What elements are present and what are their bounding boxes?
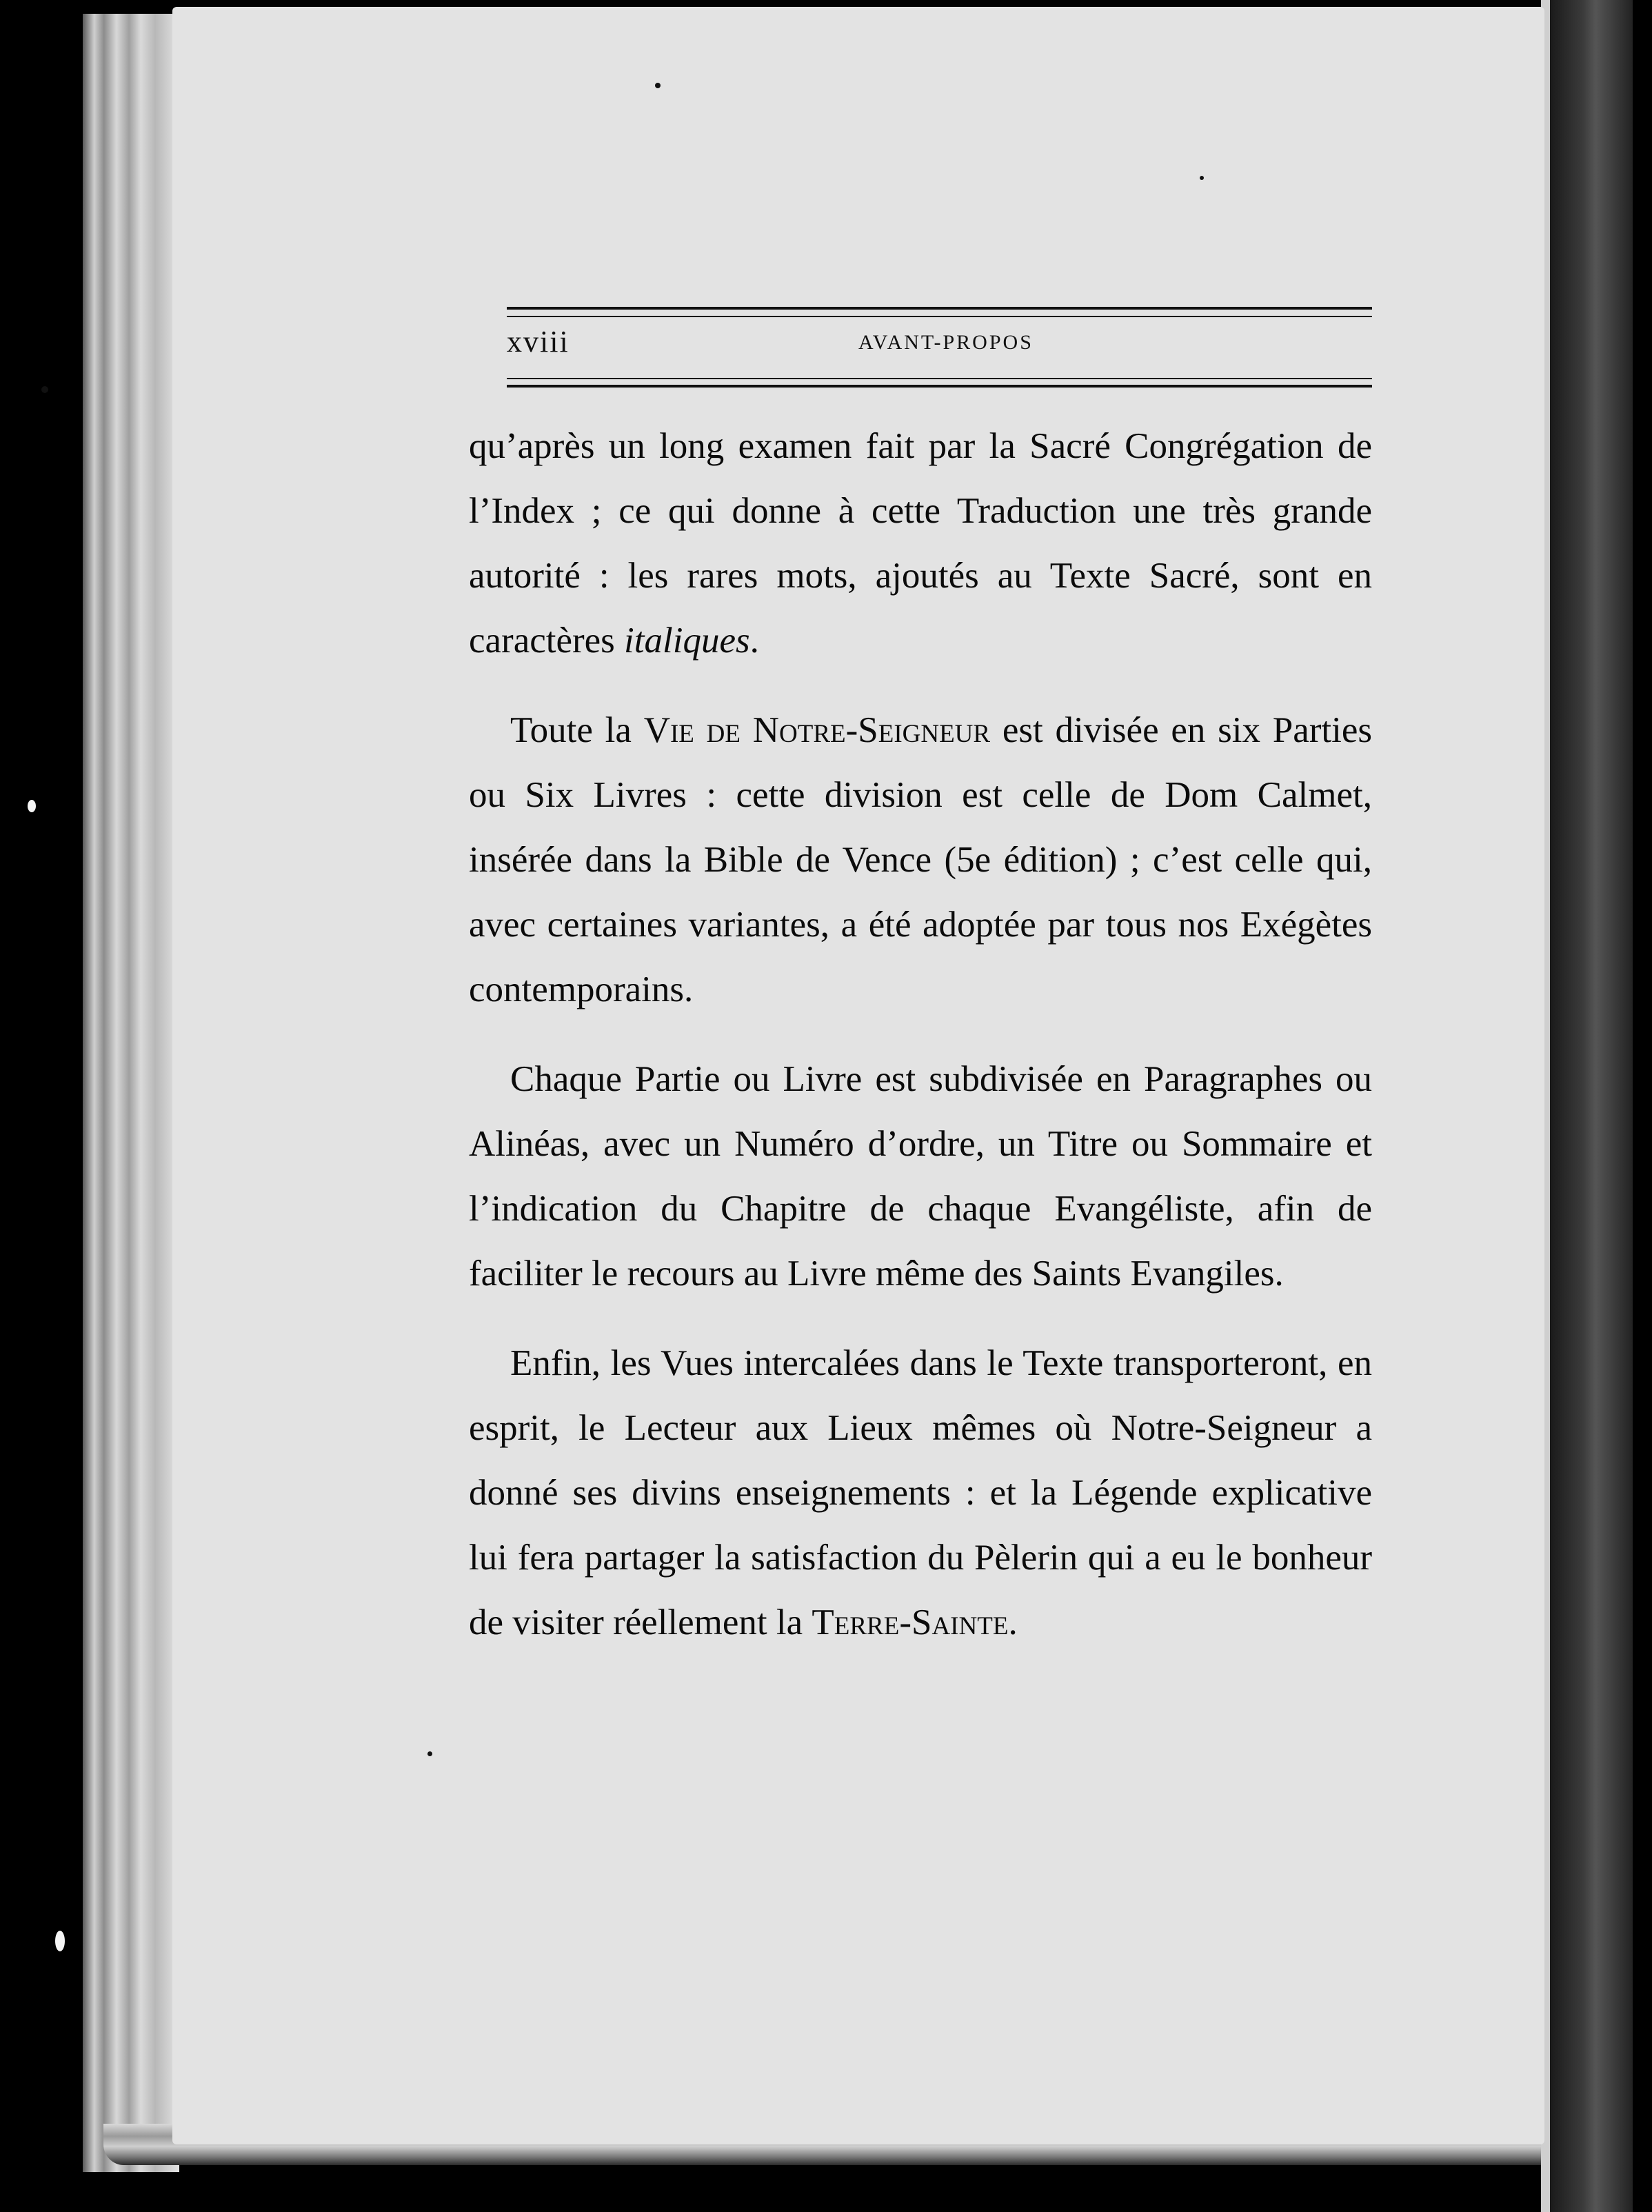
header-rule-bottom-thin	[507, 378, 1372, 379]
header-rule-bottom	[507, 385, 1372, 388]
paragraph-1-text: qu’après un long examen fait par la Sacré Congrégation de l’Index ; ce qui donne à cette Traduction une très grande autorité : les rares mots, ajoutés au Texte Sacré, sont en caractères	[469, 426, 1372, 661]
page-stack-left-edge	[83, 14, 179, 2172]
scan-speck	[427, 1751, 432, 1756]
paragraph-4-text-start: Enfin, les Vues intercalées dans le Texte transporteront, en esprit, le Lecteur aux Lieux mêmes où Notre-Seigneur a donné ses divins enseignements : et la Légende explicative lui fera partager la satisfaction du Pèlerin qui a eu le bonheur de visiter réellement la	[469, 1343, 1372, 1642]
paragraph-1-end: .	[749, 621, 759, 661]
paragraph-2-text-start: Toute la	[510, 710, 644, 750]
page-number: xviii	[507, 325, 570, 359]
scan-speck	[655, 83, 661, 88]
binding-shadow	[1550, 0, 1633, 2212]
paragraph-3	[469, 1047, 1372, 1306]
paragraph-3-text: Chaque Partie ou Livre est subdivisée en Paragraphes ou Alinéas, avec un Numéro d’ordre, un Titre ou Sommaire et l’indication du Chapitre de chaque Evangéliste, afin de faciliter le recours au Livre même des Saints Evangiles.	[469, 1059, 1372, 1294]
scan-speck	[55, 1931, 65, 1951]
header-rule-top	[507, 307, 1372, 310]
paragraph-4	[469, 1331, 1372, 1655]
paragraph-1-italic: italiques	[624, 621, 750, 661]
paragraph-4-small-caps: Terre-Sainte	[812, 1602, 1009, 1642]
paragraph-1	[469, 414, 1372, 673]
paragraph-2-small-caps: Vie de Notre-Seigneur	[643, 710, 991, 750]
paragraph-4-text-end: .	[1008, 1602, 1018, 1642]
running-head	[507, 324, 1372, 365]
running-head-title: AVANT-PROPOS	[858, 331, 1034, 354]
paragraph-2-text-end: est divisée en six Parties ou Six Livres : cette division est celle de Dom Calmet, insérée dans la Bible de Vence (5e édition) ; c’est celle qui, avec certaines variantes, a été adoptée par tous nos Exégètes contemporains.	[469, 710, 1373, 1009]
scan-speck	[41, 386, 48, 393]
scan-speck	[1200, 176, 1204, 180]
body-text	[469, 414, 1372, 1680]
header-rule-top-thin	[507, 316, 1372, 317]
scan-speck	[28, 800, 36, 812]
paragraph-2	[469, 698, 1372, 1022]
